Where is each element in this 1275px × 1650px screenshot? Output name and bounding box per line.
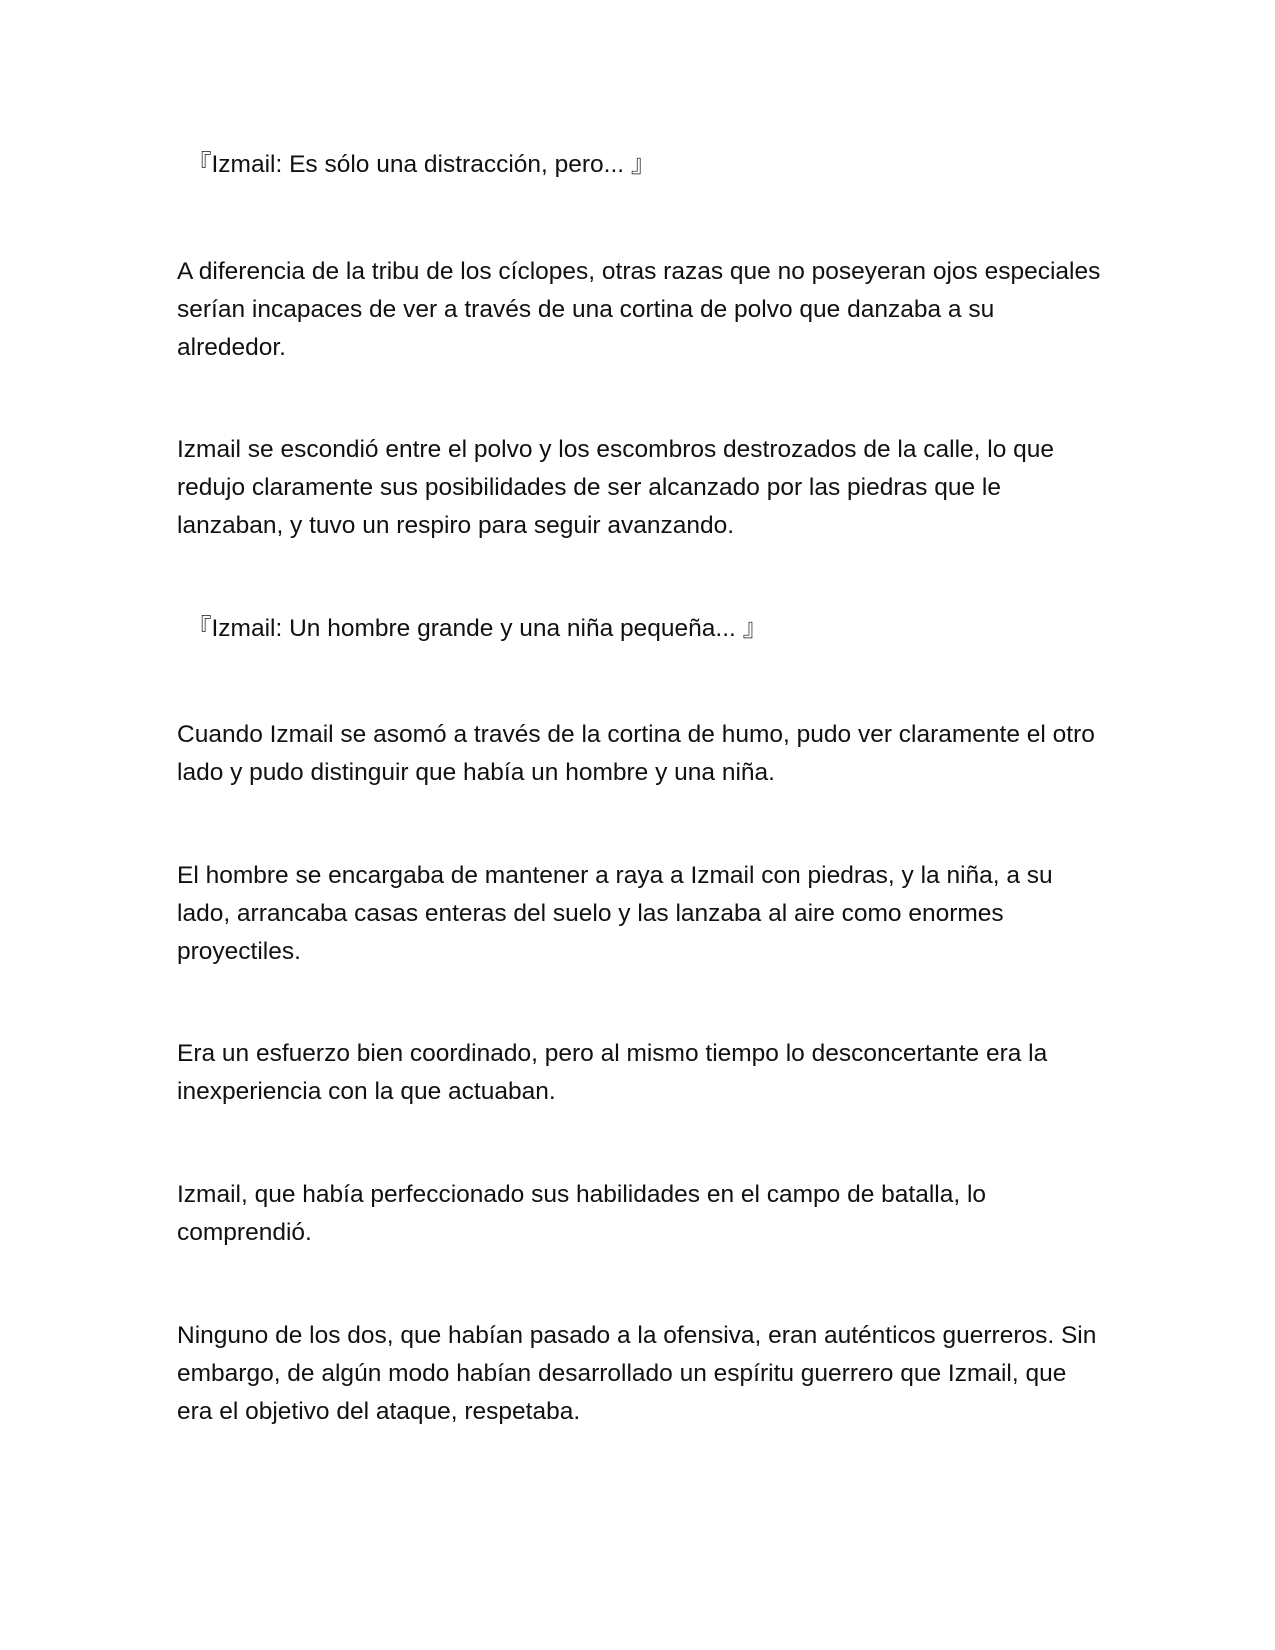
dialogue-line-1: 『Izmail: Es sólo una distracción, pero... 』 <box>187 151 656 178</box>
paragraph-6: Izmail, que había perfeccionado sus habilidades en el campo de batalla, lo comprendió. <box>177 1181 987 1246</box>
paragraph-7: Ninguno de los dos, que habían pasado a la ofensiva, eran auténticos guerreros. Sin embargo, de algún modo habían desarrollado un espíritu guerrero que Izmail, que era el objetivo del ataque, respetaba. <box>177 1322 1097 1425</box>
paragraph-3: Cuando Izmail se asomó a través de la cortina de humo, pudo ver claramente el otro lado y pudo distinguir que había un hombre y una niña. <box>177 721 1095 786</box>
dialogue-line-2: 『Izmail: Un hombre grande y una niña pequeña... 』 <box>187 615 768 642</box>
paragraph-5: Era un esfuerzo bien coordinado, pero al mismo tiempo lo desconcertante era la inexperiencia con la que actuaban. <box>177 1040 1048 1105</box>
paragraph-1: A diferencia de la tribu de los cíclopes, otras razas que no poseyeran ojos especiales serían incapaces de ver a través de una cortina de polvo que danzaba a su alrededor. <box>177 258 1101 361</box>
paragraph-2: Izmail se escondió entre el polvo y los escombros destrozados de la calle, lo que redujo claramente sus posibilidades de ser alcanzado por las piedras que le lanzaban, y tuvo un respiro para seguir avanzando. <box>177 436 1055 539</box>
paragraph-4: El hombre se encargaba de mantener a raya a Izmail con piedras, y la niña, a su lado, arrancaba casas enteras del suelo y las lanzaba al aire como enormes proyectiles. <box>177 862 1053 965</box>
